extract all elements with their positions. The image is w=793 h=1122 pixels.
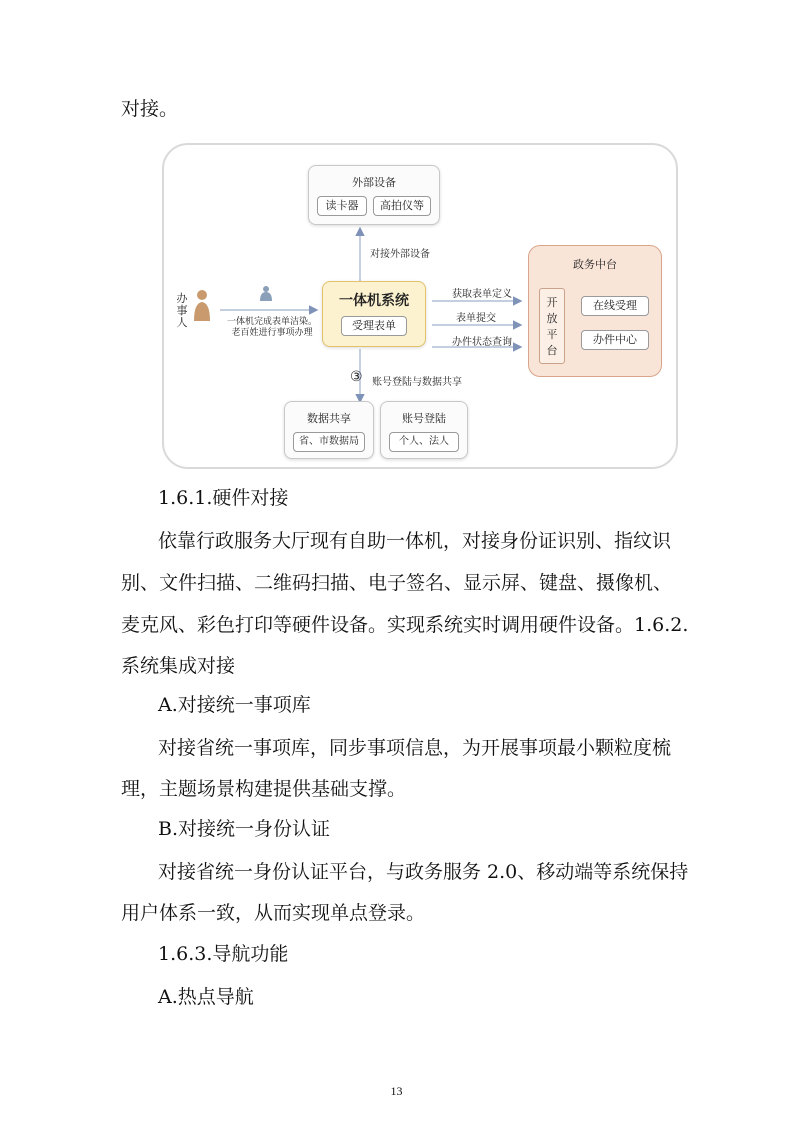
- flow-get-form-definition: 获取表单定义: [452, 289, 512, 300]
- gov-platform-panel: [528, 245, 662, 377]
- heading-hardware: 1.6.1.硬件对接: [158, 487, 289, 509]
- para2-line-1: 对接省统一事项库，同步事项信息，为开展事项最小颗粒度梳: [158, 737, 672, 759]
- applicant-label: 办事人: [176, 292, 188, 329]
- para2-line-2: 理，主题场景构建提供基础支撑。: [121, 778, 407, 800]
- flow-status-query: 办件状态查询: [452, 337, 512, 348]
- person-legal-chip: 个人、法人: [389, 432, 459, 452]
- external-devices-panel: [308, 165, 440, 225]
- heading-unified-matters: A.对接统一事项库: [158, 694, 311, 716]
- account-login-title: 账号登陆: [402, 412, 446, 425]
- heading-navigation: 1.6.3.导航功能: [158, 943, 289, 965]
- applicant-note-line-1: 一体机完成表单洁染。: [226, 317, 317, 327]
- applicant-figure-icon: [194, 290, 210, 321]
- card-reader-chip: 读卡器: [317, 196, 367, 216]
- para3-line-2: 用户体系一致，从而实现单点登录。: [121, 902, 426, 924]
- data-share-panel: [284, 401, 374, 459]
- citizen-icon: [260, 286, 272, 301]
- step-number: ③: [350, 369, 363, 385]
- applicant-note-line-2: 老百姓进行事项办理: [231, 328, 313, 338]
- heading-unified-identity: B.对接统一身份认证: [158, 818, 331, 840]
- account-data-share-label: 账号登陆与数据共享: [372, 377, 462, 388]
- case-center-chip: 办件中心: [581, 330, 649, 350]
- kiosk-system-title: 一体机系统: [339, 293, 409, 309]
- data-share-title: 数据共享: [307, 412, 351, 425]
- architecture-diagram: [162, 143, 678, 469]
- open-platform-box: 开放平台: [539, 288, 565, 364]
- intro-line: 对接。: [121, 98, 179, 120]
- para3-line-1: 对接省统一身份认证平台，与政务服务 2.0、移动端等系统保持: [158, 861, 689, 883]
- account-login-panel: [380, 401, 468, 459]
- para1-line-1: 依靠行政服务大厅现有自助一体机，对接身份证识别、指纹识: [158, 530, 672, 552]
- gov-platform-title: 政务中台: [573, 258, 617, 271]
- heading-hot-navigation: A.热点导航: [158, 986, 254, 1008]
- page-number: 13: [390, 1084, 403, 1098]
- kiosk-system-panel: [322, 281, 426, 347]
- accept-form-chip: 受理表单: [341, 316, 407, 336]
- flow-submit-form: 表单提交: [456, 313, 496, 324]
- external-devices-title: 外部设备: [352, 176, 396, 189]
- data-bureau-chip: 省、市数据局: [293, 432, 365, 452]
- online-acceptance-chip: 在线受理: [581, 296, 649, 316]
- applicant-note: [224, 317, 320, 339]
- connect-external-label: 对接外部设备: [370, 249, 430, 260]
- para1-line-2: 别、文件扫描、二维码扫描、电子签名、显示屏、键盘、摄像机、: [121, 572, 673, 594]
- para1-line-4: 系统集成对接: [121, 655, 236, 677]
- document-camera-chip: 高拍仪等: [373, 196, 431, 216]
- para1-line-3: 麦克风、彩色打印等硬件设备。实现系统实时调用硬件设备。1.6.2.: [121, 614, 689, 636]
